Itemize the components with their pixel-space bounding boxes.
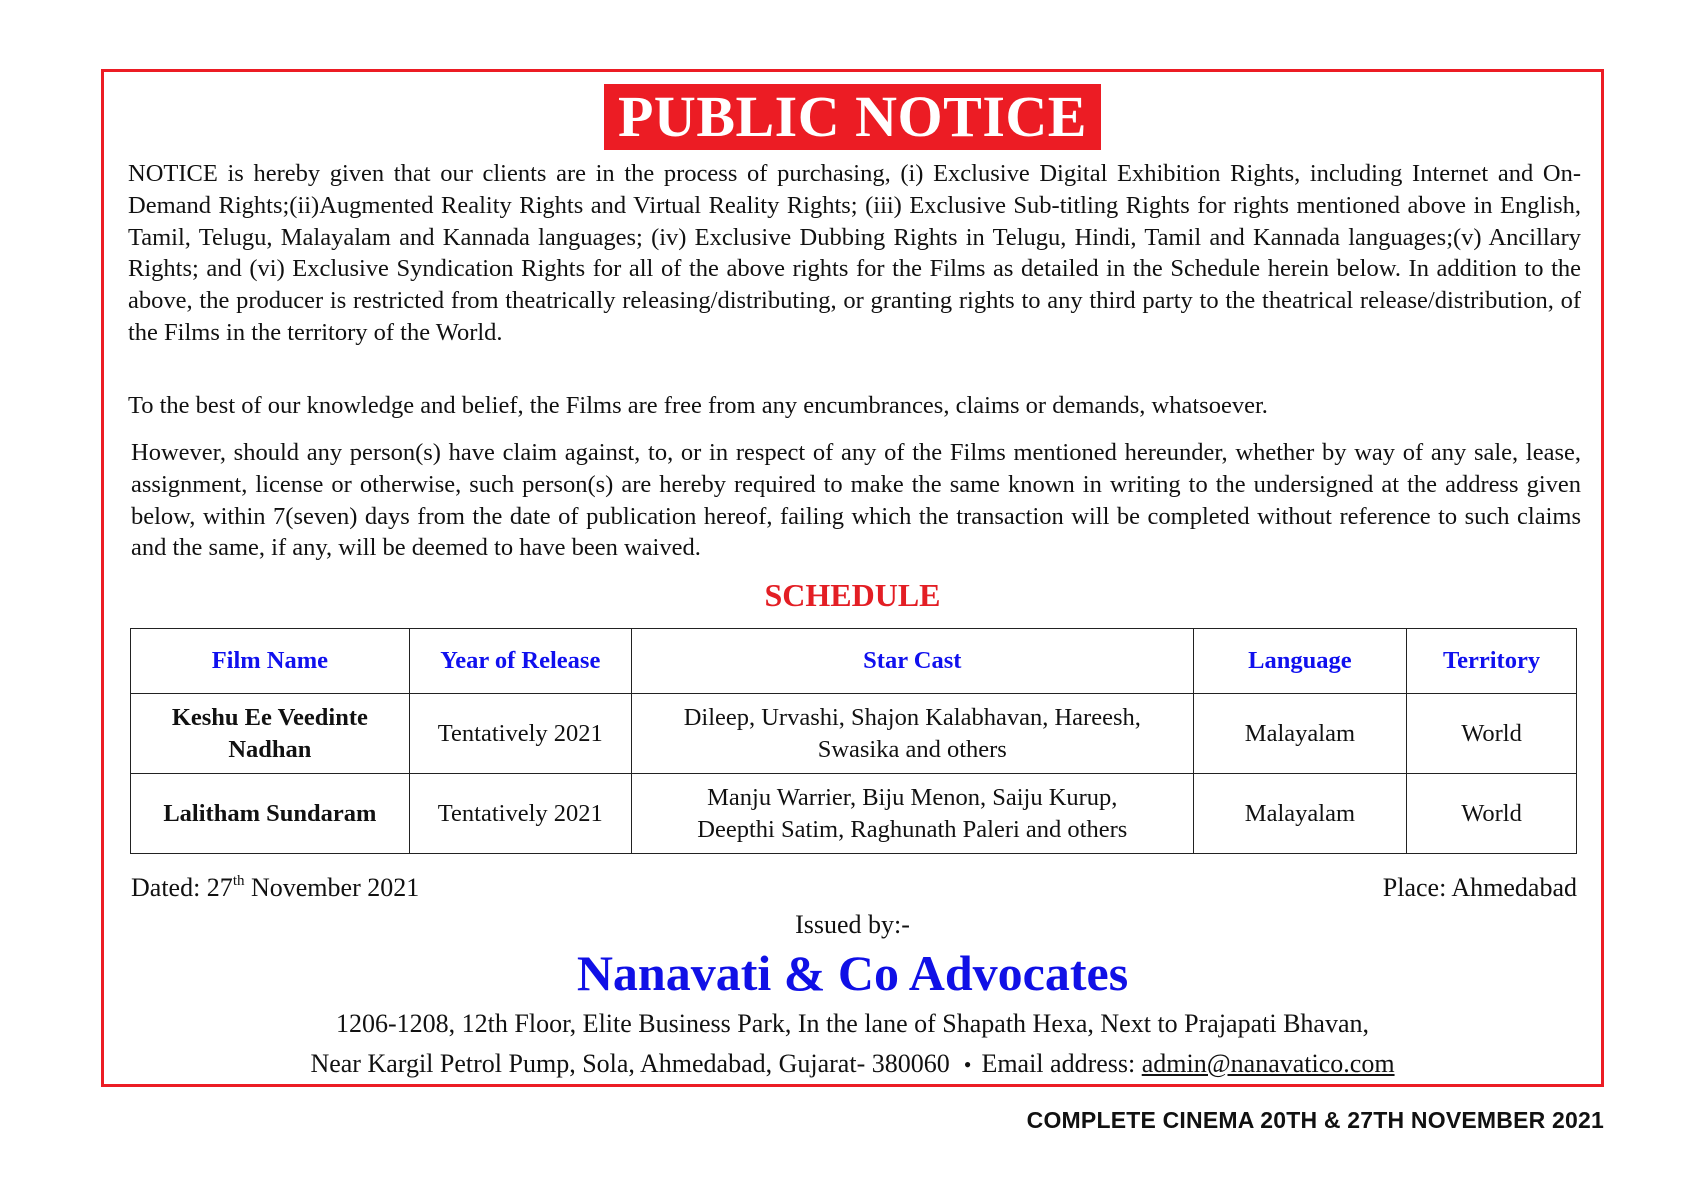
notice-paragraph-1: NOTICE is hereby given that our clients are in the process of purchasing, (i) Exclusive Digital Exhibition Rights, including Internet and On-Demand Rights;(ii)Augmented Reality Rights and Virtual Reality Rights; (iii) Exclusive Sub-titling Rights for rights mentioned above in English, Tamil, Telugu, Malayalam and Kannada languages; (iv) Exclusive Dubbing Rights in Telugu, Hindi, Tamil and Kannada languages;(v) Ancillary Rights; and (vi) Exclusive Syndication Rights for all of the above rights for the Films as detailed in the Schedule herein below. In addition to the above, the producer is restricted from theatrically releasing/distributing, or granting rights to any third party to the theatrical release/distribution, of the Films in the territory of the World. <box>128 160 1581 346</box>
address-line-2-text: Near Kargil Petrol Pump, Sola, Ahmedabad, Gujarat- 380060 <box>310 1049 950 1078</box>
dated-superscript: th <box>232 873 245 889</box>
footer-publication: COMPLETE CINEMA 20TH & 27TH NOVEMBER 2021 <box>1026 1107 1604 1133</box>
header-year-of-release: Year of Release <box>409 629 631 694</box>
schedule-header-row <box>131 629 1577 694</box>
header-language: Language <box>1193 629 1406 694</box>
table-row <box>131 694 1577 774</box>
dated-line <box>131 872 419 904</box>
film-name-line: Nadhan <box>228 735 312 763</box>
email-label: Email address: <box>981 1049 1142 1078</box>
film-name-cell <box>131 694 410 774</box>
star-cast-line: Manju Warrier, Biju Menon, Saiju Kurup, <box>707 784 1118 811</box>
place-line: Place: Ahmedabad <box>1382 873 1577 902</box>
star-cast-line: Dileep, Urvashi, Shajon Kalabhavan, Hareesh, <box>683 704 1141 731</box>
dated-rest: November 2021 <box>244 873 420 902</box>
dated-label: Dated: 27 <box>131 873 233 902</box>
territory-cell: World <box>1407 774 1577 854</box>
year-cell: Tentatively 2021 <box>409 774 631 854</box>
star-cast-cell <box>631 774 1193 854</box>
language-cell: Malayalam <box>1193 774 1406 854</box>
address-line-1: 1206-1208, 12th Floor, Elite Business Park, In the lane of Shapath Hexa, Next to Prajapati Bhavan, <box>336 1009 1369 1038</box>
header-territory: Territory <box>1407 629 1577 694</box>
public-notice-box <box>101 69 1604 1087</box>
language-cell: Malayalam <box>1193 694 1406 774</box>
firm-name: Nanavati & Co Advocates <box>576 945 1129 1001</box>
schedule-title: SCHEDULE <box>764 577 941 613</box>
bullet-separator: • <box>963 1052 972 1077</box>
notice-title: PUBLIC NOTICE <box>604 84 1101 150</box>
film-name-cell: Lalitham Sundaram <box>131 774 410 854</box>
star-cast-cell <box>631 694 1193 774</box>
title-wrap <box>104 84 1601 150</box>
table-row <box>131 774 1577 854</box>
notice-paragraph-2: To the best of our knowledge and belief, the Films are free from any encumbrances, claims or demands, whatsoever. <box>128 392 1268 419</box>
star-cast-line: Swasika and others <box>817 735 1007 763</box>
year-cell: Tentatively 2021 <box>409 694 631 774</box>
schedule-table <box>130 628 1577 854</box>
star-cast-line: Deepthi Satim, Raghunath Paleri and others <box>697 815 1128 843</box>
header-star-cast: Star Cast <box>631 629 1193 694</box>
territory-cell: World <box>1407 694 1577 774</box>
notice-paragraph-3: However, should any person(s) have claim against, to, or in respect of any of the Films mentioned hereunder, whether by way of any sale, lease, assignment, license or otherwise, such person(s) are hereby required to make the same known in writing to the undersigned at the address given below, within 7(seven) days from the date of publication hereof, failing which the transaction will be completed without reference to such claims and the same, if any, will be deemed to have been waived. <box>131 439 1581 562</box>
film-name-line: Keshu Ee Veedinte <box>171 704 368 731</box>
address-line-2 <box>104 1047 1601 1082</box>
header-film-name: Film Name <box>131 629 410 694</box>
email-link[interactable]: admin@nanavatico.com <box>1141 1049 1395 1078</box>
issued-by: Issued by:- <box>795 910 910 939</box>
